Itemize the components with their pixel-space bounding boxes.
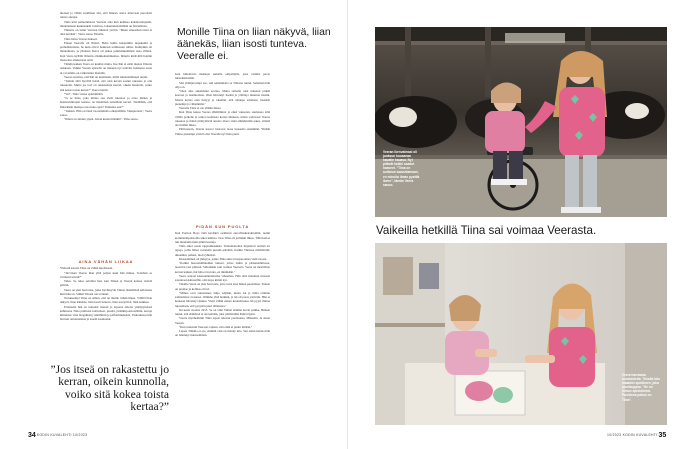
body-paragraph: "Kun tutustuin Veeraan, tajusin, että enää ei puutu mitään."	[179, 324, 253, 329]
page-number-left: 34	[28, 432, 36, 439]
page-fold	[347, 0, 348, 449]
body-paragraph: Tiina kävi kainommassa Veeraan aina kun keltikaa kalentorittajantti, muuntamaan kuukaudem valoittoa, lokauitekuvittämän on fattteihtaan.	[60, 19, 152, 28]
body-paragraph: "Minua ovat rakastaneet äitija veljikin, mutta isä ja minä olimme samanlaiset avasussa. Olimme yhtä herkkiä, ja isä oli paras ystäväni. Hän ei koskaan hävennyt minua. Vielä vähän ennen kuolemaansa isä pyysi minua lupaamaan, että pysyisin juuri tällaisena."	[175, 290, 270, 308]
body-paragraph: Kiusaaminen oli järkytys, jonka Tiina anko irruopuoomaa vielä vuosia.	[179, 256, 267, 261]
body-paragraph: Veera on yksi harvoista, jotka hyväksyvät Tiinan täsmällistä sellaisena kuin hän on. Siihen Tiinasi ole tottunut.	[60, 287, 152, 296]
body-paragraph: Yhdestä asiasta Tiina on vähän huolissaan.	[60, 266, 113, 271]
body-paragraph: Tämän kaiken Veera on kuullut mutta. Itse hän ei enää muista Ilmaria tarkkaan. Vaikka Veeran ajatsella on muuten nyt terävää, kolmetaa saata ui vovamma on vaikuttanut muistiin.	[60, 62, 152, 75]
body-paragraph: Iaan kimaltavia mekkoja samalla ompelijalla, joka vaimisi puvat luistelukisoihin.	[175, 72, 270, 81]
body-paragraph: Päinvastoin, Veeran kasvot loistavat laase luuseelta enemmän. Yhtään Tiinaa pienempi ystävä olisi Veeralle nyt liian pieni.	[175, 127, 270, 136]
body-paragraph: Sitä ylämpuvampi aso, sitä omemmalta se Tiinasta tuntui. Sellainen hän ollja on.	[175, 80, 270, 89]
pull-quote: ”Jos itseä on rakastettu jo kerran, oikein kunnolla, voiko sitä kokea toista kertaa?”	[50, 363, 169, 414]
body-paragraph: "Ilmari on sinuun ylpeä. Aivan kuten minäkin", Tiina sanoo.	[64, 117, 139, 122]
body-paragraph: Erilaiselsi hän on tuntenut itsensä jo lapsena aidotta yökäytyneissä kahmossa Tiina pulmoisi leiritelieet, pisaltä, järitäkirjoastoteiltäin, koruja kiliutulee viire blogahistig vinttihinin ja palfottimuksista. Viakoulussa hän harrasti taitoluistelua ja isoeiti ksoikonut.	[60, 304, 152, 322]
body-paragraph: Tiina alkoi saada tappouhkauksia. Tuntemattomat linjaisivat netissä eri tapoja, joilla hänet voitaisiin piestää päivältä. Kaikki Tiinassa mitätöittiin: ulkonäkö, puheet, moti ryhtensä.	[175, 244, 270, 257]
body-paragraph: lkoisen ja vähän surullisen sitä, että häneen asuva innovaan perodatai tuntaa anrajaa.	[60, 11, 152, 20]
section-heading: Vaikeilla hetkillä Tiina sai voimaa Veerasta.	[376, 224, 597, 237]
body-paragraph: "Kaikki busoomminudden tunteet, joitsa laulin ja pääsenemmossa, nousivat taas pintaan. Sillointkin sain voimaa Veerasta. Veera on mestttänyt kerran kaiken, hui hän ei luovuta, en minäkään."	[175, 261, 270, 274]
magazine-name-left: KODIN KUVALEHTI 10/2023	[36, 433, 88, 437]
body-column-3	[175, 72, 270, 217]
body-paragraph: Tulee. Se tulee selväksi heti, kun Tiinan ja Veeran kanssa viettää päivän.	[60, 279, 152, 288]
body-column-2	[60, 258, 152, 354]
subhead-aina-vahan-liikaa: AINA VÄHÄN LIIKAA	[78, 259, 134, 264]
body-paragraph: Veera seurasi kisasaiennuistaiisa vihaamaa. Hän olisi halunnut marssia satonnaan kinsaaillle, että turpa kiinni nyt.	[175, 273, 270, 282]
magazine-name-right: 10/2023 KODIN KUVALEHTI	[607, 433, 658, 437]
body-paragraph: Ennen Veeralla oli Ilmari. Hetta kuhta kutsutilitin majakalnd ja perhemäomana, he kuin olivat hokkaan toimissaan tulina. Kumpikin oli muutahtona, ja ylisiteen haave oli jatkaa jommankumman rasia viihteä. Kun Veera kyllälti Ilmarin allaikkohammemaa, Ilmarin kiitävällä hoitäin maaronsa aliakertaan antti.	[60, 40, 152, 62]
body-column-4	[175, 223, 270, 428]
body-paragraph: "Ja se mies, joka minua sau vielä rakastaa ja ottaa minun ja haamorimirajasi kanssa, on maailman onnellisin kaveri. Tiedäthän, että Ilmarinkin mempoa naa koko ajan? Tunnetko sen?"	[60, 96, 152, 109]
subhead-pidan-sun-puolta: PIDÄN SUN PUOLTA	[195, 224, 250, 229]
left-folio	[28, 432, 87, 439]
barn-photo-illustration	[375, 27, 667, 217]
body-paragraph: Tiinanta on tullut Veeraan lähettan ystävä. "Ilman sinuaahan tässä ei olisi kertään", Veera sanoo Tiinalle.	[60, 28, 152, 37]
body-paragraph: Kun Portion Boys tänä keväänä osallistui eurovihsukarsintoihin, neitin kommenttipalstoilla alkoi kuhista. Taas Tiina oli joillekin liikaa. Tällä kertaa tuli muutakin kuin pitkiä kaaruja.	[175, 231, 270, 244]
body-paragraph: "Voi", Tiina vastaa epäröimättä.	[64, 91, 104, 96]
page-number-right: 35	[658, 432, 667, 439]
body-paragraph: "Tunnen. Hän on tässä vuoremmalla olkapäälläni. Takapterana", Veera sanoo.	[60, 108, 152, 117]
body-paragraph: Tottuneempi Tiina on siihen, että on muille vähän liikaa. Välillä liian näkyvä, liian äänekäs, liian isosti tunteva, liian leveyttävä, liian kaikkea.	[60, 296, 152, 305]
photo-top-caption: Veeran ikenvaimasi oli juoksun kuusanaa kauatin kauasa. Nyt pitävät kaikki saadut haaveet. "Tiina on auttanut saavuttamaan, en minulta ilman pysttiä ikeen", tämän Veera sanoo.	[383, 150, 420, 187]
body-paragraph: "Tuntuu siltä hyvältä tietää, että olen kerran saanut rakastaa ja olla rakastettu. Mutta jos tovi on rakastettuja kerran, oikein kunnolla, voiko sitä kokea toista kertaa?" Veera miettii.	[60, 79, 152, 92]
body-paragraph: "Olen aina ankahtanut erottua. Mutta samalla olen tuntenut pitkää kasvaet ja naamioitaan. Olen hävennyt itseäni ja yrittänyt muuttua itseäni. Monta kertaa olen tienyyt ja rakelhut, että olisinpa erilainen, itsenkin pienempi ja vähemmän."	[175, 89, 270, 106]
body-paragraph: Veeralle Tiina ei ole yhtään liikaa.	[179, 106, 222, 110]
right-folio	[607, 432, 666, 439]
body-paragraph: Tiina halaa Veeraa tiukasti.	[64, 36, 98, 41]
photo-bottom-caption: Veera harrastaa kuvataidetta. Tiinalla hän maalaisi spottimen, joka puolisuppaa. "Se on minun opiskelema. Puolitona pahus on Tiina".	[622, 373, 660, 402]
body-paragraph: Tinaille Veera on yksi harvoista, joita voisi aina hänen puolellaan. Toinen on puoliso ja kolmas oli isä.	[175, 282, 270, 291]
body-paragraph: Vuotta myöhemmin Tiina tapasi tulevan puolisonsa, Mikaelin. Ja sitten Veeran.	[175, 316, 270, 325]
body-paragraph: Lapsia Tiinalla ei ole, eläimiä vain on menny nito. Sen antan kanssa hän on lehennyt mietoemman.	[175, 329, 270, 338]
body-paragraph: Veeraa surettaa, että hän on unohtanut, miltä takaantamineen tuntui.	[64, 74, 148, 79]
article-deck: Monille Tiina on liian näkyvä, liian äänekäs, liian isosti tunteva. Veeralle ei.	[177, 27, 331, 62]
photo-painting-together	[375, 243, 667, 425]
body-paragraph: Isä kuoli vuonna 2015. Se on ollut Tiinan elämän kovin paikka. Hetken tuntui, että elämässä ei ole keitään, joka ymmärtäisi häntä täysin.	[175, 307, 270, 316]
body-paragraph: "Tarvitsen Veeraa ihan yhtä paljon kuin hän minua. Tolerhan se varmasti selvää?"	[60, 270, 152, 279]
photo-barn-wheelchair	[375, 27, 667, 217]
body-paragraph: Kun Tiina kuuaa Veeraa tähtitilmissi ja eiksi vakaaren, suuletuaa siltä väliltä poikelle ja samoo kolmasta kertaa äänneen, miten valtavasti Veeraa rakastaa ja miten järmyttävää antoita Veera vielä elämäsisään tekee, siinätä ole mitään liikaa.	[175, 110, 270, 127]
